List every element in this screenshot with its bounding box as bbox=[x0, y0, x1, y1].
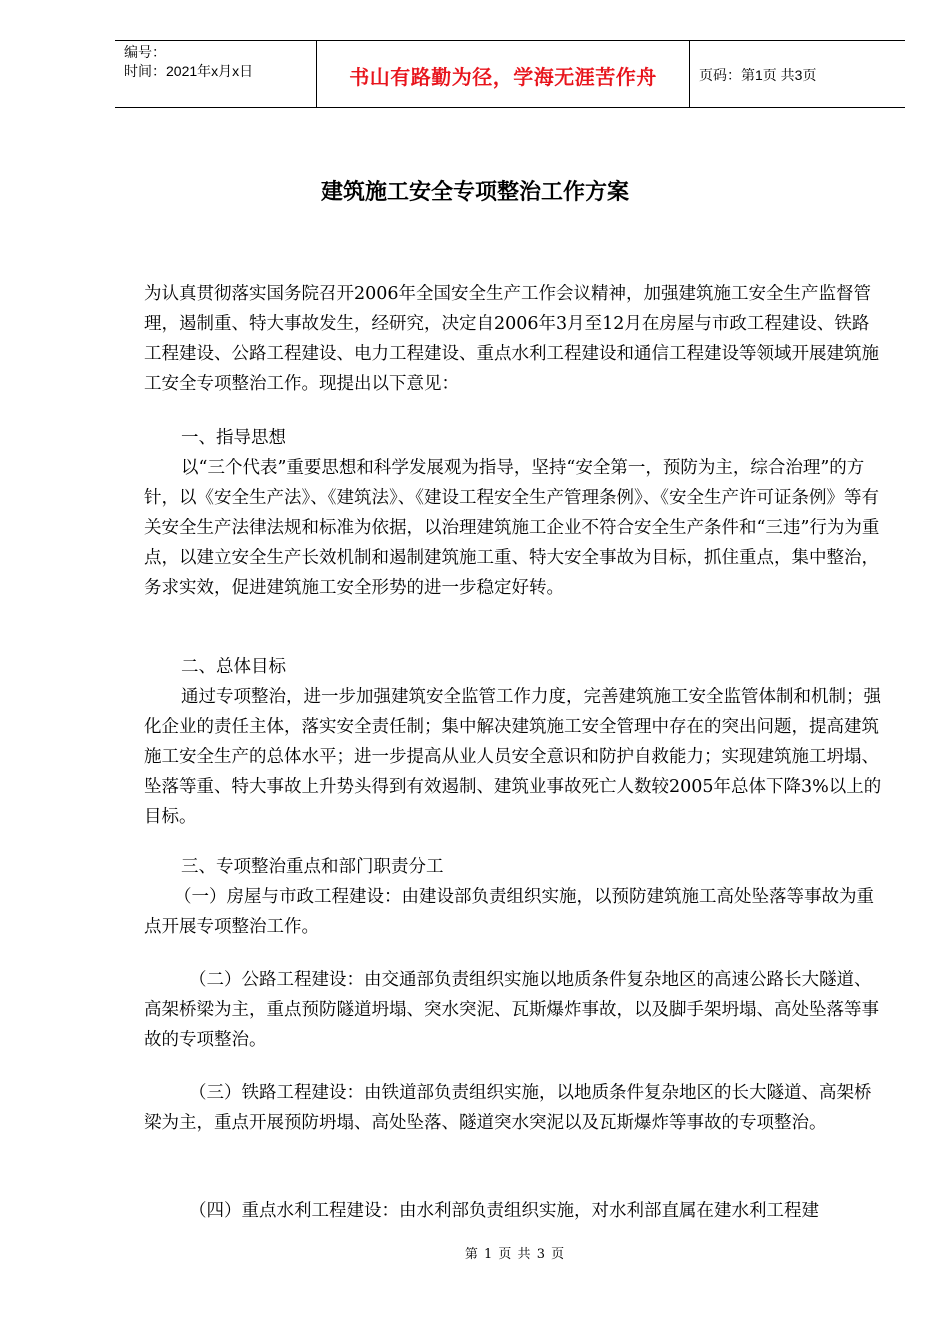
intro-text: 为认真贯彻落实国务院召开2006年全国安全生产工作会议精神，加强建筑施工安全生产监督管理，遏制重、特大事故发生，经研究，决定自2006年3月至12月在房屋与市政工程建设、铁路工程建设、公路工程建设、电力工程建设、重点水利工程建设和通信工程建设等领域开展建筑施工安全专项整治工作。现提出以下意见： bbox=[144, 284, 879, 394]
section-2-heading: 二、总体目标 bbox=[181, 657, 286, 677]
footer-page-number: 第 1 页 共 3 页 bbox=[464, 1247, 566, 1262]
section-3-item-3: （三）铁路工程建设：由铁道部负责组织实施，以地质条件复杂地区的长大隧道、高架桥梁为主，重点开展预防坍塌、高处坠落、隧道突水突泥以及瓦斯爆炸等事故的专项整治。 bbox=[144, 1083, 872, 1133]
section-3-item-1: （一）房屋与市政工程建设：由建设部负责组织实施，以预防建筑施工高处坠落等事故为重点开展专项整治工作。 bbox=[144, 887, 874, 937]
section-2-body: 通过专项整治，进一步加强建筑安全监管工作力度，完善建筑施工安全监管体制和机制；强化企业的责任主体，落实安全责任制；集中解决建筑施工安全管理中存在的突出问题，提高建筑施工安全生产的总体水平；进一步提高从业人员安全意识和防护自救能力；实现建筑施工坍塌、坠落等重、特大事故上升势头得到有效遏制、建筑业事故死亡人数较2005年总体下降3%以上的目标。 bbox=[144, 687, 882, 827]
page-info: 页码：第1页 共3页 bbox=[699, 67, 817, 83]
section-3-item-4-block bbox=[144, 1196, 884, 1226]
header-meta-cell bbox=[115, 41, 316, 107]
header-motto-cell bbox=[316, 41, 690, 107]
header-page-cell bbox=[690, 41, 905, 107]
time-label: 时间：2021年x月x日 bbox=[124, 63, 254, 79]
section-1 bbox=[144, 423, 884, 603]
serial-label: 编号： bbox=[124, 44, 166, 60]
page-footer bbox=[0, 1246, 950, 1264]
intro-paragraph bbox=[144, 279, 884, 399]
section-3 bbox=[144, 852, 884, 942]
section-3-item-2: （二）公路工程建设：由交通部负责组织实施以地质条件复杂地区的高速公路长大隧道、高架桥梁为主，重点预防隧道坍塌、突水突泥、瓦斯爆炸事故，以及脚手架坍塌、高处坠落等事故的专项整治。 bbox=[144, 970, 879, 1050]
section-1-heading: 一、指导思想 bbox=[181, 428, 286, 448]
motto: 书山有路勤为径，学海无涯苦作舟 bbox=[349, 65, 657, 89]
document-header bbox=[115, 40, 905, 108]
section-1-body: 以“三个代表”重要思想和科学发展观为指导，坚持“安全第一，预防为主，综合治理”的方针，以《安全生产法》、《建筑法》、《建设工程安全生产管理条例》、《安全生产许可证条例》等有关安全生产法律法规和标准为依据，以治理建筑施工企业不符合安全生产条件和“三违”行为为重点，以建立安全生产长效机制和遏制建筑施工重、特大安全事故为目标，抓住重点，集中整治，务求实效，促进建筑施工安全形势的进一步稳定好转。 bbox=[144, 458, 880, 598]
section-3-item-4: （四）重点水利工程建设：由水利部负责组织实施，对水利部直属在建水利工程建 bbox=[189, 1201, 819, 1221]
document-title: 建筑施工安全专项整治工作方案 bbox=[320, 179, 629, 205]
section-3-item-3-block bbox=[144, 1078, 884, 1138]
section-2 bbox=[144, 652, 884, 832]
section-3-item-2-block bbox=[144, 965, 884, 1055]
section-3-heading: 三、专项整治重点和部门职责分工 bbox=[181, 857, 444, 877]
